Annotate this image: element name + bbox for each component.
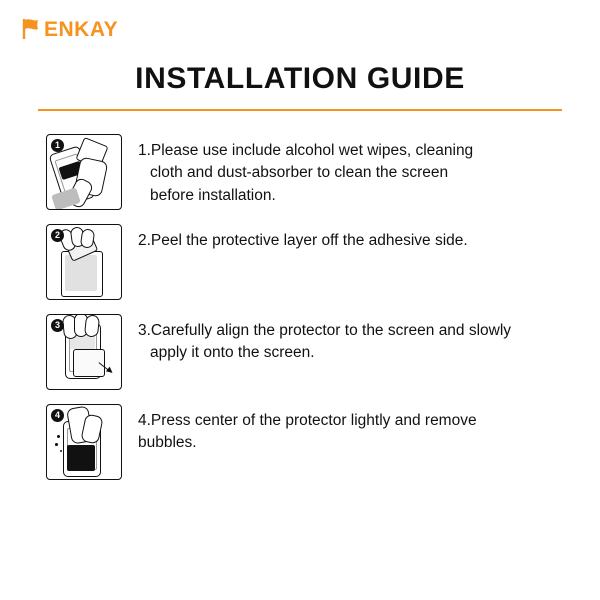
title-divider (38, 109, 562, 111)
enkay-flag-icon (22, 18, 39, 40)
step-badge: 4 (51, 409, 64, 422)
step-text (138, 404, 477, 455)
step-line-1: 3.Carefully align the protector to the screen and slowly (138, 322, 512, 339)
step-text (138, 314, 511, 365)
list-item (46, 404, 564, 480)
step-line-2: cloth and dust-absorber to clean the screen (150, 164, 449, 182)
press-center-icon (46, 404, 122, 480)
step-line-2: bubbles. (138, 434, 197, 452)
step-text (138, 134, 473, 207)
step-line-3: before installation. (150, 186, 276, 204)
bubble-dot (60, 450, 62, 452)
step-line-1: 1.Please use include alcohol wet wipes, cleaning (138, 142, 474, 159)
list-item (46, 224, 564, 300)
step-badge: 3 (51, 319, 64, 332)
wipe-screen-icon (46, 134, 122, 210)
protector-inner (65, 255, 97, 291)
steps-list (46, 134, 564, 494)
brand-name: ENKAY (44, 17, 119, 41)
step-text (138, 224, 468, 252)
brand-logo (22, 18, 118, 40)
list-item (46, 314, 564, 390)
bubble-dot (55, 443, 58, 446)
step-line-1: 2.Peel the protective layer off the adhesive side. (138, 232, 468, 249)
step-line-1: 4.Press center of the protector lightly and remove (138, 412, 477, 429)
phone-screen-dark (67, 445, 95, 471)
step-badge: 1 (51, 139, 64, 152)
title-block (38, 62, 562, 111)
peel-layer-icon (46, 224, 122, 300)
bubble-dot (57, 435, 60, 438)
list-item (46, 134, 564, 210)
step-line-2: apply it onto the screen. (150, 344, 315, 362)
step-badge: 2 (51, 229, 64, 242)
align-protector-icon (46, 314, 122, 390)
page-title: INSTALLATION GUIDE (135, 62, 465, 95)
